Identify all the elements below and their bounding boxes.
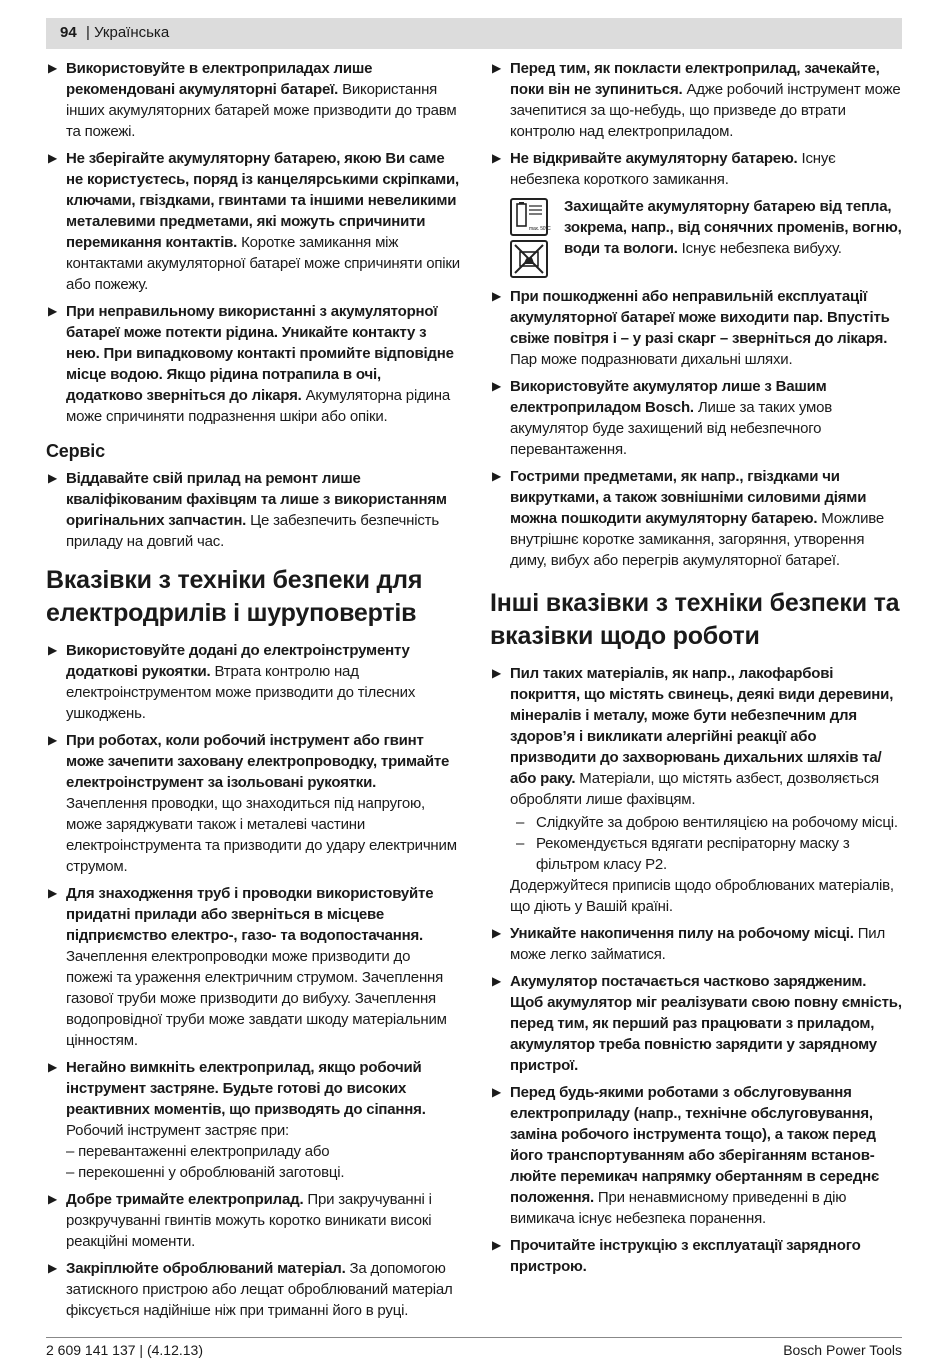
arrow-icon: ▶ — [48, 61, 58, 75]
arrow-icon: ▶ — [492, 469, 502, 483]
item-line: – перекошенні у оброблюваній заготовці. — [66, 1164, 345, 1181]
item-bold: Використовуйте додані до електроінструменту додаткові рукоятки. — [66, 642, 410, 680]
sub-item-text: Слідкуйте за доброю вентиляцією на робочому місці. — [536, 814, 898, 831]
item-text: Робочий інструмент застряє при: — [66, 1122, 290, 1139]
arrow-icon: ▶ — [492, 926, 502, 940]
item-text: Матеріали, що містять азбест, дозволяється обробляти лише фахівцям. — [510, 770, 879, 808]
list-item — [490, 1082, 902, 1229]
item-text: Використання інших акумуляторних батарей може призводити до травм та пожежі. — [66, 81, 457, 140]
arrow-icon: ▶ — [492, 61, 502, 75]
list-item — [490, 148, 902, 190]
arrow-icon: ▶ — [48, 1192, 58, 1206]
list-item — [46, 301, 460, 427]
footer-doc-number: 2 609 141 137 | (4.12.13) — [46, 1342, 203, 1358]
list-item — [490, 1235, 902, 1277]
item-text: При закручуванні і розкручуванні гвинтів можуть коротко виникати високі реакційні моменти. — [66, 1191, 432, 1250]
dust-note: Додержуйтеся приписів щодо оброблюваних матеріалів, що діють у Вашій країні. — [510, 877, 894, 915]
list-item — [46, 640, 460, 724]
note-bold: Захищайте акумуляторну батарею від тепла, зокрема, напр., від сонячних променів, вогню, води та вологи. — [564, 198, 902, 257]
item-text: Лише за таких умов акумулятор буде захищений від небезпечного перевантаження. — [510, 399, 833, 458]
list-item — [490, 286, 902, 370]
item-bold: Не зберігайте акумуляторну батарею, якою Ви саме не користуєтесь, поряд із канцелярськими скріпками, ключами, гвіздками, гвинтами та іншими невеликими металевими предметами, які можуть спричинити перемикання контактів. — [66, 150, 459, 251]
list-item — [490, 663, 902, 810]
list-item — [490, 466, 902, 571]
item-bold: При пошкодженні або неправильній експлуатації акумуляторної батареї може виходити пар. Впустіть свіже повітря і – у разі скарг – зверніться до лікаря. — [510, 288, 890, 347]
item-bold: Використовуйте акумулятор лише з Вашим електроприладом Bosch. — [510, 378, 827, 416]
item-text: При ненавмисному приведенні в дію вимикача існує небезпека поранення. — [510, 1189, 847, 1227]
item-bold: Гострими предметами, як напр., гвіздками чи викрутками, а також зовнішніми силовими діями можна пошкодити акумуляторну батарею. — [510, 468, 867, 527]
list-item — [490, 971, 902, 1076]
item-bold: Добре тримайте електроприлад. — [66, 1191, 304, 1208]
item-text: Акумуляторна рідина може спричиняти подразнення шкіри або опіки. — [66, 387, 451, 425]
arrow-icon: ▶ — [48, 886, 58, 900]
list-item — [46, 58, 460, 142]
list-item — [490, 923, 902, 965]
list-item — [46, 1258, 460, 1321]
battery-heat-icon — [510, 198, 551, 236]
sub-item: – Рекомендується вдягати респіраторну маску з фільтром класу P2. — [516, 835, 850, 873]
item-bold: Пил таких матеріалів, як напр., лакофарбові покриття, що містять свинець, деякі види деревини, мінералів і металу, може бути небезпечним для здоров’я і викликати алергійні реакції або призводити до захворювань дихальних шляхів та/або раку. — [510, 665, 894, 787]
arrow-icon: ▶ — [492, 1238, 502, 1252]
list-item — [46, 468, 460, 552]
note-text: Існує небезпека вибуху. — [677, 240, 842, 257]
right-column — [490, 58, 902, 1283]
left-column — [46, 58, 460, 1327]
item-text: Існує небезпека короткого замикання. — [510, 150, 836, 188]
item-text: За допомогою затискного пристрою або лещат оброблюваний матеріал фіксується надійніше ніж при триманні його в руці. — [66, 1260, 453, 1319]
item-text: Адже робочий інструмент може зачепитися за що-небудь, що призведе до втрати контролю над електроприладом. — [510, 81, 901, 140]
item-text: Пил може легко займатися. — [510, 925, 886, 963]
item-bold: Перед тим, як покласти електроприлад, зачекайте, поки він не зупиниться. — [510, 60, 880, 98]
sub-item-text: Рекомендується вдягати респіраторну маску з фільтром класу P2. — [536, 835, 850, 873]
item-bold: Перед будь-якими роботами з обслуговування електроприладу (напр., технічне обслуговування, заміна робочого інструмента тощо), а також перед його транспортуванням або зберіганням встановлюйте перемикач напрямку обертанням в середнє положення. — [510, 1084, 880, 1206]
item-bold: Прочитайте інструкцію з експлуатації зарядного пристрою. — [510, 1237, 861, 1275]
arrow-icon: ▶ — [48, 1060, 58, 1074]
section-heading: Інші вказівки з техніки безпеки та вказівки щодо роботи — [490, 589, 900, 650]
service-heading: Сервіс — [46, 441, 105, 461]
item-bold: Використовуйте в електроприладах лише рекомендовані акумуляторні батареї. — [66, 60, 373, 98]
arrow-icon: ▶ — [492, 379, 502, 393]
arrow-icon: ▶ — [492, 666, 502, 680]
item-bold: Закріплюйте оброблюваний матеріал. — [66, 1260, 346, 1277]
battery-warning-note — [490, 196, 902, 280]
item-text: Коротке замикання між контактами акумуляторної батареї може спричиняти опіки або пожежу. — [66, 234, 460, 293]
footer-brand: Bosch Power Tools — [783, 1342, 902, 1358]
arrow-icon: ▶ — [48, 304, 58, 318]
arrow-icon: ▶ — [48, 733, 58, 747]
arrow-icon: ▶ — [48, 643, 58, 657]
arrow-icon: ▶ — [492, 289, 502, 303]
footer-divider — [46, 1337, 902, 1338]
item-bold: Віддавайте свій прилад на ремонт лише кваліфікованим фахівцям та лише з використанням оригінальних запчастин. — [66, 470, 447, 529]
arrow-icon: ▶ — [48, 1261, 58, 1275]
item-text: Пар може подразнювати дихальні шляхи. — [510, 351, 793, 368]
item-bold: Негайно вимкніть електроприлад, якщо робочий інструмент застряне. Будьте готові до високих реактивних моментів, що призводять до сіпання. — [66, 1059, 426, 1118]
arrow-icon: ▶ — [492, 1085, 502, 1099]
item-text: Це забезпечить безпечність приладу на довгий час. — [66, 512, 439, 550]
page-number: 94 — [60, 24, 77, 41]
item-bold: Не відкривайте акумуляторну батарею. — [510, 150, 798, 167]
item-bold: Для знаходження труб і проводки використовуйте придатні прилади або зверніться в місцеве підприємство електро-, газо- та водопостачання. — [66, 885, 434, 944]
list-item — [46, 148, 460, 295]
list-item — [46, 1057, 460, 1183]
arrow-icon: ▶ — [492, 151, 502, 165]
item-bold: При роботах, коли робочий інструмент або гвинт може зачепити заховану електропроводку, тримайте електроінструмент за ізольовані рукоятки. — [66, 732, 450, 791]
list-item — [46, 730, 460, 877]
sub-item: – Слідкуйте за доброю вентиляцією на робочому місці. — [516, 814, 898, 831]
no-fire-water-icon — [510, 240, 548, 278]
item-text: Зачеплення електропроводки може призводити до пожежі та ураження електричним струмом. Зачеплення газової труби може призводити до вибуху. Зачеплення водопровідної труби може завдати шкоду матеріальним цінностям. — [66, 948, 447, 1049]
item-bold: Акумулятор постачається частково зарядженим. Щоб акумулятор міг реалізувати свою повну ємність, перед тим, як перший раз працювати з приладом, акумулятор треба повністю зарядити у зарядному пристрої. — [510, 973, 902, 1074]
list-item — [490, 376, 902, 460]
section-heading: Вказівки з техніки безпеки для електродрилів і шуруповертів — [46, 566, 423, 627]
list-item — [46, 1189, 460, 1252]
arrow-icon: ▶ — [492, 974, 502, 988]
item-text: Втрата контролю над електроінструментом може призводити до тілесних ушкоджень. — [66, 663, 416, 722]
item-line: – перевантаженні електроприладу або — [66, 1143, 330, 1160]
item-text: Зачеплення проводки, що знаходиться під напругою, може заряджувати також і металеві частини електроінструмента та призводити до удару електричним струмом. — [66, 795, 457, 875]
page-header — [46, 18, 902, 49]
item-bold: При неправильному використанні з акумуляторної батареї може потекти рідина. Уникайте контакту з нею. При випадковому контакті промийте відповідне місце водою. Якщо рідина потрапила в очі, додатково зверніться до лікаря. — [66, 303, 454, 404]
list-item — [490, 58, 902, 142]
arrow-icon: ▶ — [48, 471, 58, 485]
list-item — [46, 883, 460, 1051]
icon-temp-label: max. 50°C — [529, 226, 551, 232]
arrow-icon: ▶ — [48, 151, 58, 165]
item-bold: Уникайте накопичення пилу на робочому місці. — [510, 925, 854, 942]
language-label: | Українська — [86, 24, 170, 41]
item-text: Можливе внутрішнє коротке замикання, загоряння, утворення диму, вибух або перегрів акумуляторної батареї. — [510, 510, 885, 569]
